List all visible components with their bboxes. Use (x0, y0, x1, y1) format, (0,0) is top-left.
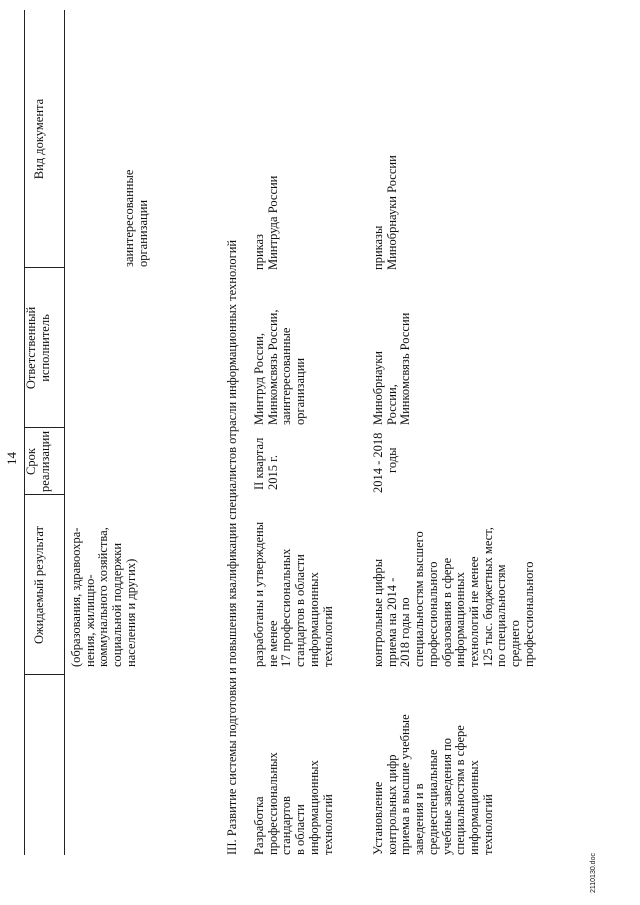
header-term-line-1: Срок (24, 448, 38, 475)
header-term-line-2: реализации (38, 430, 52, 493)
row-2-result (372, 527, 536, 667)
header-doc-type-label: Вид документа (32, 98, 46, 180)
text-line: (образования, здравоохра- (69, 527, 83, 667)
text-line: организации (135, 199, 150, 267)
text-line: приема на 2014 - (384, 577, 399, 667)
text-line: Минобрнауки России (384, 155, 399, 270)
text-line: технологий не менее (466, 556, 481, 667)
header-term (24, 428, 52, 495)
text-line: России, (384, 384, 399, 425)
text-line: II квартал (252, 437, 266, 490)
continuation-executor (123, 170, 150, 267)
header-result-label: Ожидаемый результат (32, 525, 46, 645)
text-line: технологий (480, 794, 495, 855)
text-line: образования в сфере (439, 557, 454, 667)
text-line: приказы (371, 225, 385, 270)
header-doc-type (32, 10, 46, 268)
text-line: организации (293, 357, 308, 425)
text-line: заинтересованные (122, 169, 136, 267)
text-line: заведения и в (412, 783, 427, 855)
footer-document-code: 2110130.doc (590, 853, 597, 893)
page-number: 14 (4, 452, 19, 465)
row-2-executor (372, 313, 413, 425)
text-line: 2015 г. (265, 455, 280, 490)
text-line: заинтересованные (279, 327, 294, 425)
text-line: в области (293, 804, 308, 855)
text-line: контрольных цифр (384, 754, 399, 855)
text-line: специальностям в сфере (453, 725, 468, 855)
text-line: 17 профессиональных (279, 548, 294, 667)
text-line: технологий (320, 606, 335, 667)
text-line: Установление (371, 781, 385, 855)
text-line: Минтруд России, (252, 333, 266, 425)
text-line: среднеспециальные (425, 749, 440, 855)
row-2-measure (372, 714, 495, 855)
text-line: приказ (252, 234, 266, 270)
text-line: приема в высшие учебные (398, 714, 413, 855)
text-line: контрольные цифры (371, 558, 385, 667)
header-executor (24, 268, 52, 428)
text-line: 2014 - 2018 (371, 432, 385, 493)
text-line: среднего (508, 620, 523, 667)
row-2-term (372, 433, 399, 493)
text-line: 125 тыс. бюджетных мест, (480, 527, 495, 667)
header-executor-line-1: Ответственный (24, 306, 38, 390)
text-line: Минтруда России (265, 175, 280, 270)
text-line: 2018 годы по (398, 597, 413, 667)
text-line: стандартов в области (293, 554, 308, 667)
text-line: разработаны и утверждены (252, 521, 266, 667)
text-line: Минобрнауки (371, 351, 385, 425)
text-line: по специальностям (494, 564, 509, 667)
text-line: профессионального (425, 561, 440, 667)
text-line: Минкомсвязь России, (265, 309, 280, 425)
text-line: Разработка (252, 796, 266, 855)
row-1-executor (253, 310, 308, 425)
text-line: учебные заведения по (439, 737, 454, 855)
text-line: информационных (466, 760, 481, 855)
text-line: населения и других) (123, 558, 138, 667)
text-line: информационных (306, 760, 321, 855)
text-line: нения, жилищно- (82, 574, 97, 667)
row-1-measure (253, 752, 335, 855)
text-line: годы (384, 447, 399, 473)
text-line: коммунального хозяйства, (96, 527, 111, 667)
header-result (32, 495, 46, 675)
text-line: технологий (320, 794, 335, 855)
text-line: стандартов (279, 796, 294, 855)
text-line: профессионального (521, 561, 536, 667)
row-1-doc-type (253, 176, 280, 305)
header-executor-line-2: исполнитель (38, 314, 52, 382)
text-line: социальной поддержки (110, 542, 125, 667)
row-1-term (253, 438, 280, 490)
table-header-bottom-border (64, 10, 65, 855)
text-line: информационных (306, 572, 321, 667)
row-1-result (253, 522, 335, 667)
text-line: специальностям высшего (412, 531, 427, 667)
section-title: III. Развитие системы подготовки и повышения квалификации специалистов отрасли информационных технологий (225, 239, 239, 855)
row-2-doc-type (372, 155, 399, 285)
text-line: Минкомсвязь России (398, 312, 413, 425)
text-line: информационных (453, 572, 468, 667)
continuation-result (70, 527, 139, 667)
text-line: профессиональных (265, 752, 280, 855)
text-line: не менее (265, 620, 280, 667)
